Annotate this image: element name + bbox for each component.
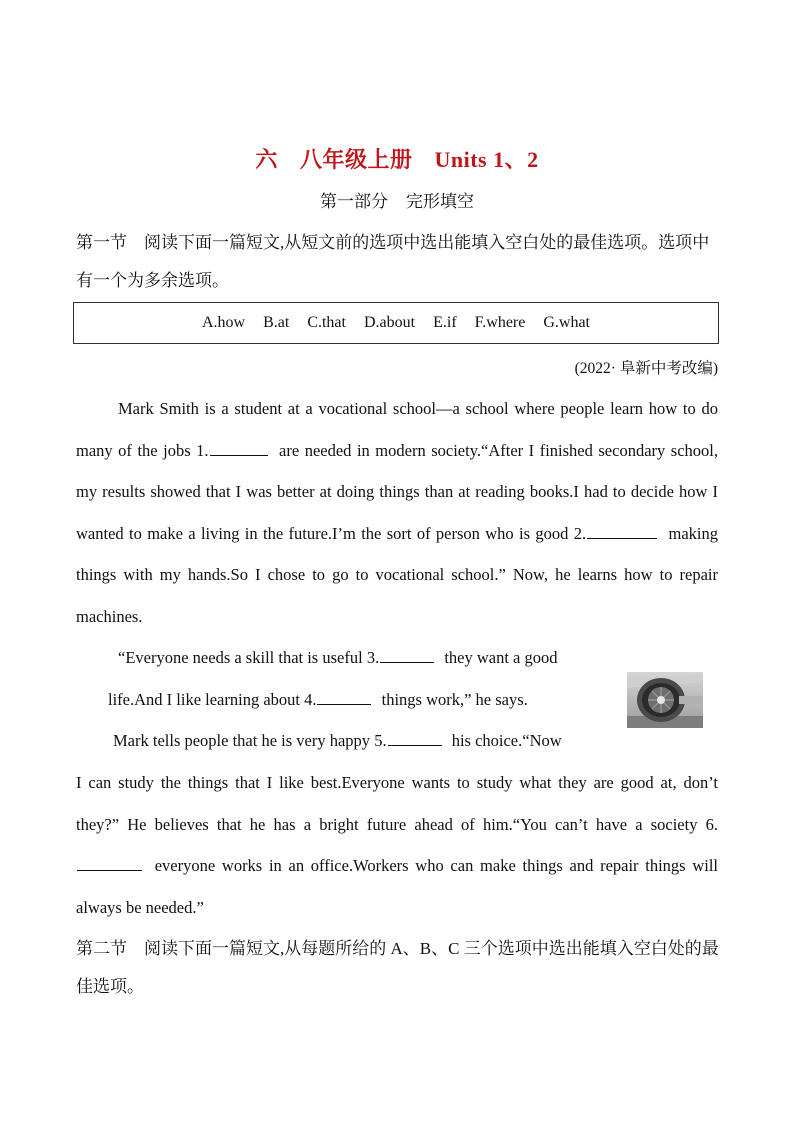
source-note: (2022· 阜新中考改编) xyxy=(574,360,718,377)
passage-text: are needed in modern society.“After I finished secondary school, my results showed that I was better at doing things than at reading books.I had to decide how I wanted to make a living in the future.I’m the sort of person who is good xyxy=(76,440,718,543)
jet-engine-icon xyxy=(627,672,703,728)
part-heading xyxy=(0,187,794,212)
option-f: F.where xyxy=(474,314,526,331)
passage-text: things work,” he says. xyxy=(377,689,528,709)
section2-instructions: 第二节 阅读下面一篇短文,从每题所给的 A、B、C 三个选项中选出能填入空白处的最佳选项。 xyxy=(76,939,719,996)
blank-number-1: 1. xyxy=(196,440,209,460)
passage-text: Mark tells people that he is very happy xyxy=(113,731,375,750)
passage-text: Mark Smith is a student at a vocational school—a school where people learn how to do many of the jobs xyxy=(76,399,718,460)
option-g: G.what xyxy=(543,314,590,331)
passage-text: making things with my hands.So I chose to go to vocational school.” Now, he learns how to repair machines. xyxy=(76,523,718,626)
answer-blank-5[interactable] xyxy=(388,727,442,746)
passage-text: his choice.“Now xyxy=(447,731,562,750)
answer-blank-1[interactable] xyxy=(210,437,268,456)
passage-text: “Everyone needs a skill that is useful xyxy=(118,648,367,667)
blank-number-5: 5. xyxy=(374,731,387,750)
passage-paragraph-2 xyxy=(76,637,718,762)
option-c: C.that xyxy=(307,314,346,331)
blank-number-2: 2. xyxy=(573,523,587,543)
passage-text: everyone works in an office.Workers who can make things and repair things will always be needed.” xyxy=(76,856,718,917)
blank-number-3: 3. xyxy=(366,648,380,667)
blank-number-4: 4. xyxy=(304,689,317,709)
passage-text: I can study the things that I like best.Everyone wants to study what they are good at, don’t they?” He believes that he has a bright future ahead of him.“You can’t have a society xyxy=(76,773,718,834)
answer-blank-4[interactable] xyxy=(317,686,371,705)
jet-engine-photo xyxy=(627,672,703,728)
options-box xyxy=(73,302,719,344)
unit-number: 六 xyxy=(255,147,278,172)
answer-blank-2[interactable] xyxy=(587,520,657,539)
page-title xyxy=(0,143,794,174)
section1-instructions: 第一节 阅读下面一篇短文,从短文前的选项中选出能填入空白处的最佳选项。选项中有一个为多余选项。 xyxy=(76,233,710,290)
blank-number-6: 6. xyxy=(705,814,718,834)
option-a: A.how xyxy=(201,314,246,331)
part-label: 第一部分 xyxy=(320,192,388,211)
answer-blank-3[interactable] xyxy=(380,644,434,663)
grade-label: 八年级上册 xyxy=(299,147,413,172)
option-d: D.about xyxy=(363,314,416,331)
units-label: Units 1、2 xyxy=(434,147,539,172)
part-name: 完形填空 xyxy=(406,192,474,211)
answer-blank-6[interactable] xyxy=(77,852,142,871)
passage-text: they want a good xyxy=(440,648,558,667)
option-e: E.if xyxy=(433,314,457,331)
option-b: B.at xyxy=(263,314,290,331)
passage-paragraph-3 xyxy=(76,762,718,928)
passage-text: life.And I like learning about xyxy=(108,689,305,709)
passage-paragraph-1 xyxy=(76,388,718,637)
